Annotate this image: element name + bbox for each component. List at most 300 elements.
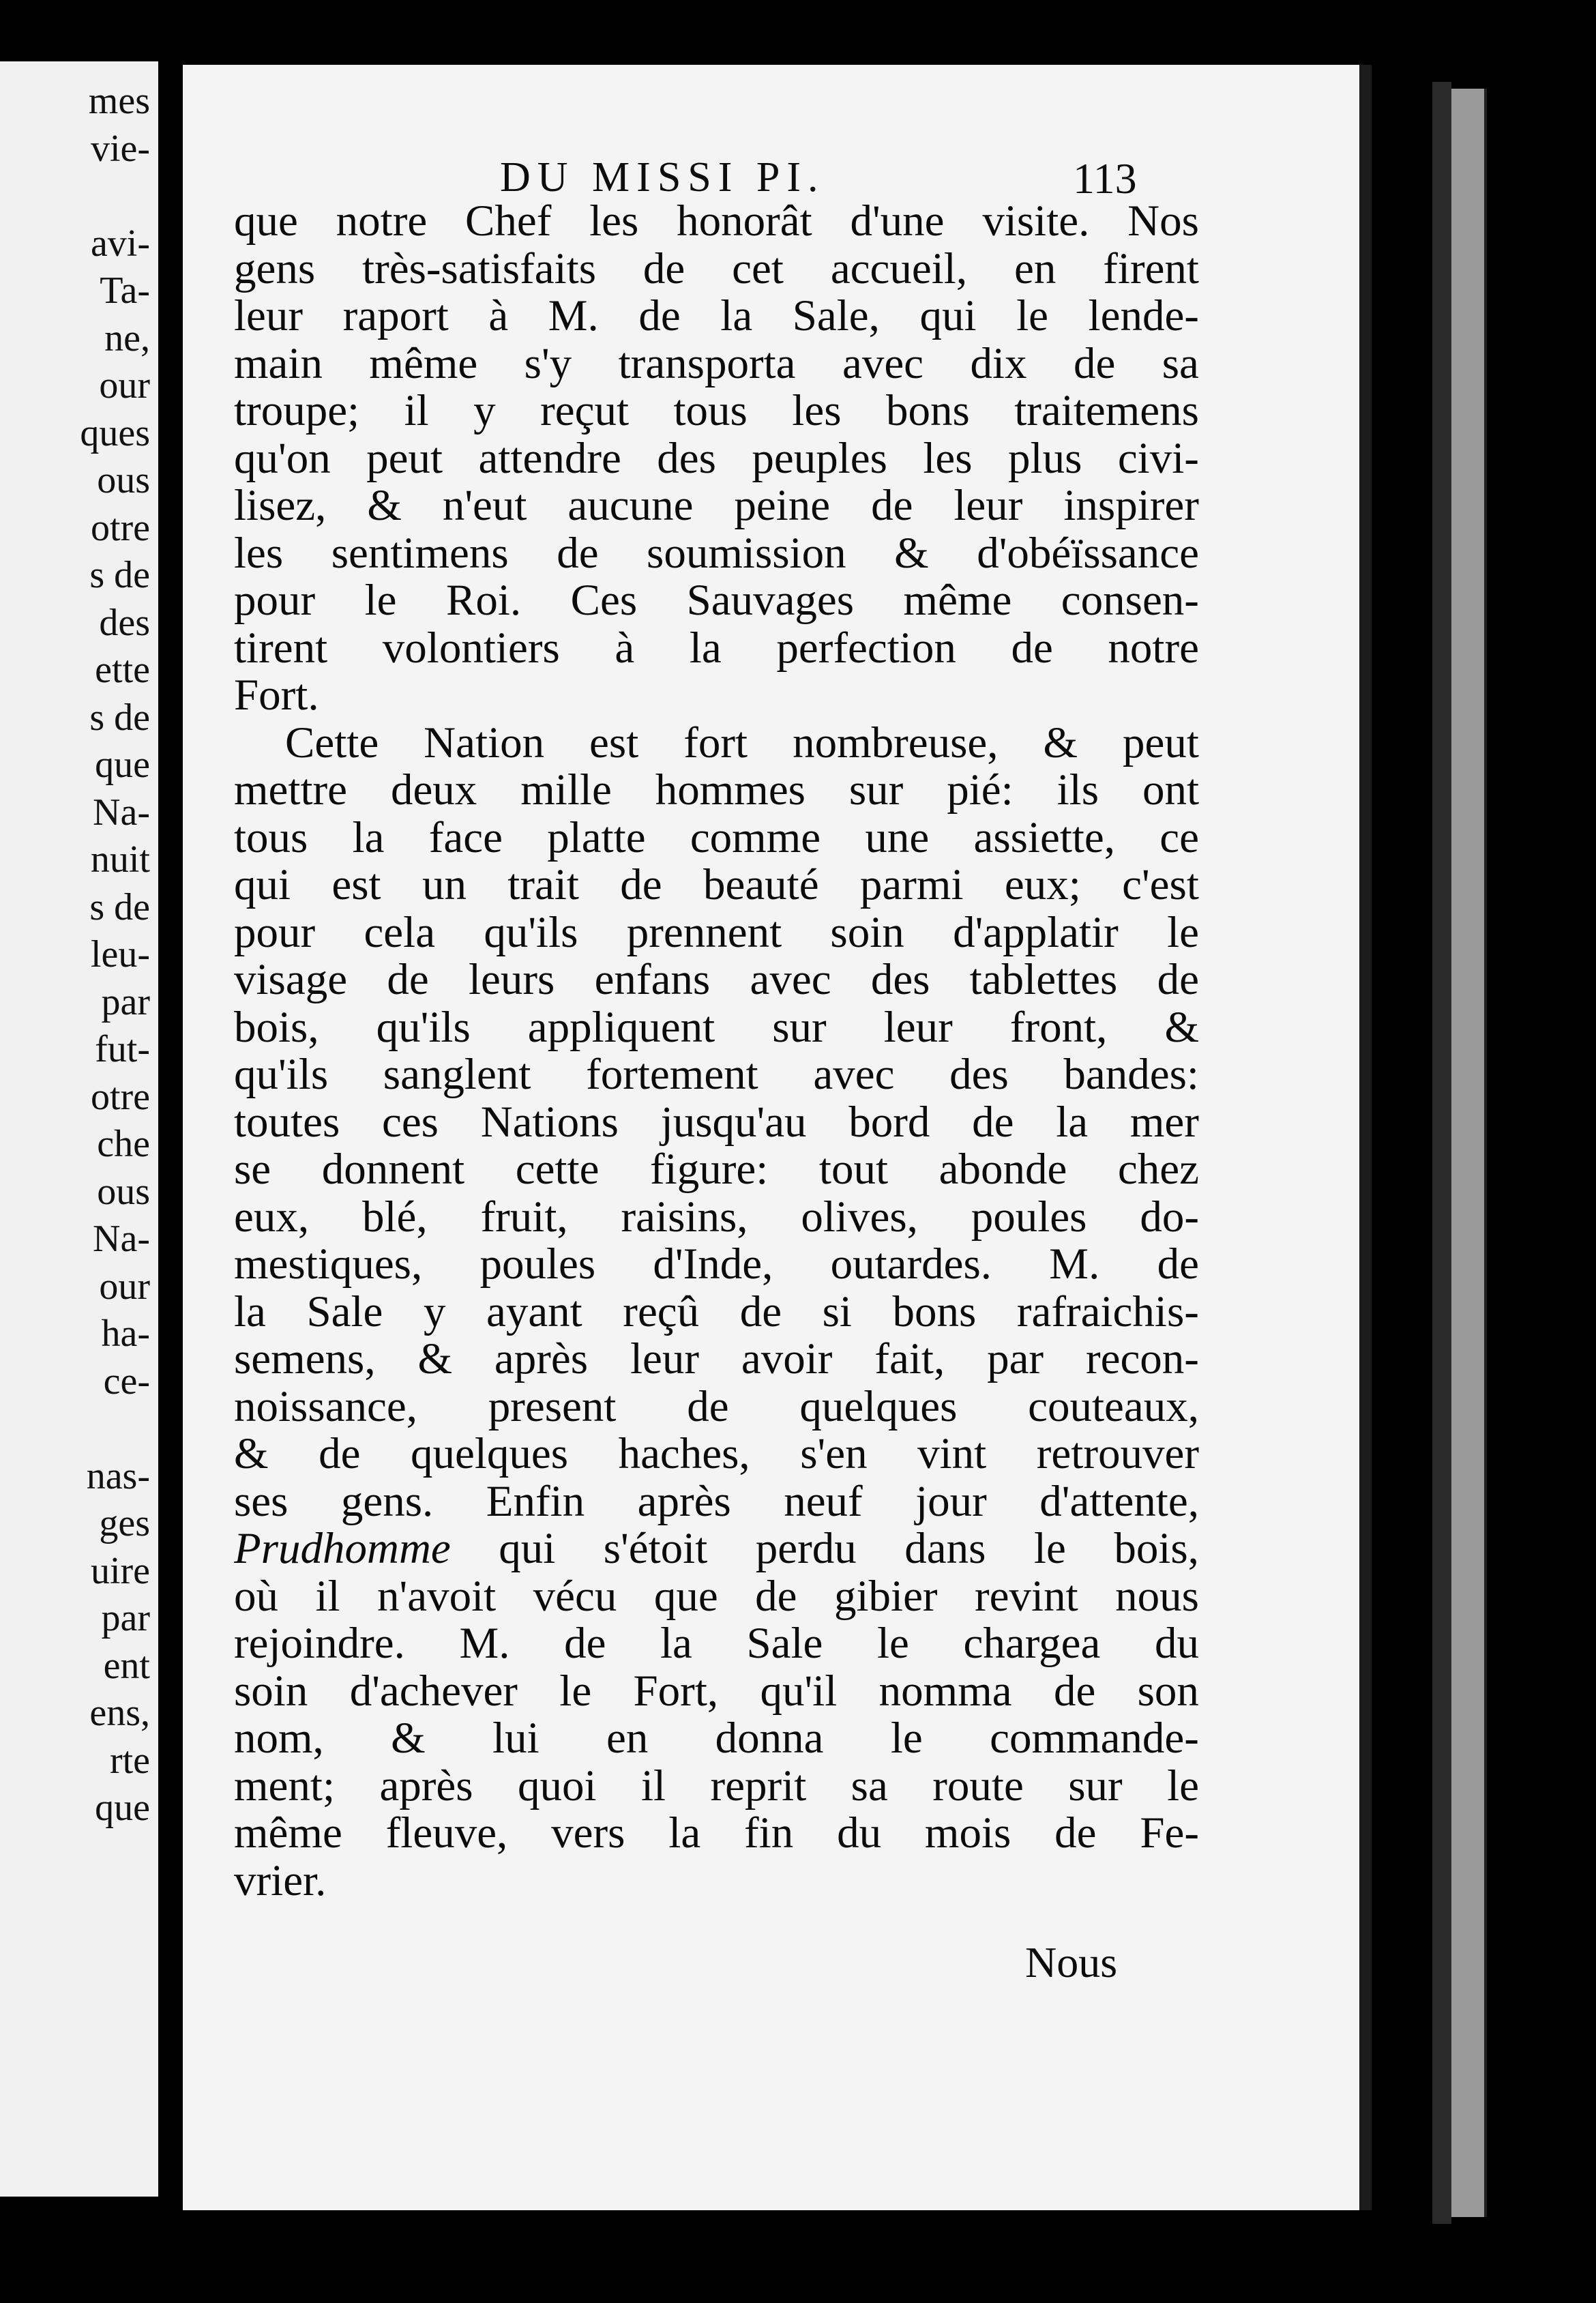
left-page-line: ent [103, 1644, 150, 1687]
word: outardes. [830, 1241, 992, 1289]
word: tous [234, 814, 308, 862]
word: attendre [478, 435, 621, 482]
left-page-line: s de [89, 554, 150, 596]
word: & [391, 1715, 426, 1763]
word: les [923, 435, 973, 482]
word: beauté [703, 862, 819, 909]
word: poules [971, 1193, 1087, 1241]
word: trait [507, 862, 579, 909]
word: pour [234, 909, 316, 956]
body-text [234, 198, 1199, 1905]
page-number: 113 [1073, 154, 1137, 203]
word: retrouver [1036, 1431, 1199, 1478]
word: Fort, [633, 1667, 719, 1715]
word: Chef [464, 198, 552, 246]
word: & [234, 1431, 269, 1478]
word: de [1157, 1241, 1199, 1289]
word: de [972, 1098, 1014, 1146]
word: recon- [1085, 1336, 1199, 1383]
word: soin [830, 909, 904, 956]
text-line [234, 1241, 1199, 1289]
word: nomma [878, 1667, 1012, 1715]
word: bois, [234, 1003, 319, 1051]
word: des [870, 956, 930, 1004]
word: ayant [486, 1288, 582, 1336]
word: très-satisfaits [362, 245, 597, 293]
word: perdu [755, 1525, 857, 1573]
word: les [234, 529, 284, 577]
word: Roi. [445, 577, 522, 625]
word: troupe; [234, 387, 360, 435]
word: ce [1159, 814, 1199, 862]
text-line [234, 1810, 1199, 1858]
word: Fe- [1140, 1810, 1199, 1858]
word: une [865, 814, 930, 862]
word: quelques [799, 1383, 958, 1431]
text-line: Fort. [234, 672, 319, 720]
word: mettre [234, 767, 348, 815]
left-page-line: ques [80, 411, 150, 454]
word: de [1054, 1810, 1097, 1858]
word: comme [690, 814, 821, 862]
text-line [234, 1289, 1199, 1336]
word: cela [364, 909, 436, 956]
word: honorât [677, 198, 812, 246]
word: olives, [801, 1193, 918, 1241]
word: quoi [518, 1762, 597, 1810]
text-line [234, 246, 1199, 293]
word: & [1043, 719, 1078, 767]
word: leurs [468, 956, 555, 1004]
word: est [589, 719, 639, 767]
word: accueil, [830, 245, 968, 293]
word: present [488, 1383, 617, 1431]
word: la [720, 293, 753, 340]
word: jusqu'au [660, 1098, 807, 1146]
text-line [234, 1525, 1199, 1573]
left-page-line: Na- [93, 791, 150, 834]
word: noissance, [234, 1383, 417, 1431]
word: Ces [570, 577, 638, 625]
word: prennent [626, 909, 782, 956]
word: Nation [424, 719, 545, 767]
word: enfans [594, 956, 711, 1004]
left-page-line: Na- [93, 1218, 150, 1260]
word: mois [924, 1810, 1011, 1858]
word: qu'ils [234, 1051, 329, 1099]
word: de [620, 862, 662, 909]
word: son [1137, 1667, 1199, 1715]
left-page-line: rte [109, 1739, 150, 1782]
word: notre [1108, 624, 1199, 672]
word: peine [734, 482, 831, 530]
left-facing-page [0, 61, 165, 2197]
word: avec [813, 1051, 895, 1099]
word: fin [744, 1810, 794, 1858]
left-page-line: ha- [101, 1312, 150, 1355]
left-page-line: ous [97, 1170, 150, 1213]
word: c'est [1122, 862, 1199, 909]
word: main [234, 340, 323, 387]
word: y [423, 1288, 446, 1336]
word: revint [975, 1572, 1078, 1620]
word: poules [479, 1241, 596, 1289]
word: bons [892, 1288, 977, 1336]
word: il [315, 1572, 340, 1620]
word: de [642, 245, 685, 293]
word: d'obéïssance [977, 529, 1199, 577]
word: nombreuse, [793, 719, 999, 767]
word: sa [851, 1762, 888, 1810]
word: leur [954, 482, 1023, 530]
word: gens. [340, 1478, 434, 1525]
text-line [234, 530, 1199, 578]
text-line [234, 862, 1199, 909]
word: figure: [650, 1146, 769, 1194]
word: nom, [234, 1715, 324, 1763]
word: même [903, 577, 1012, 625]
word: le [364, 577, 397, 625]
word: d'une [850, 198, 945, 246]
text-line [234, 767, 1199, 815]
text-line [234, 1194, 1199, 1242]
word: qui [499, 1525, 556, 1573]
word: vers [551, 1810, 625, 1858]
word: consen- [1061, 577, 1199, 625]
text-line [234, 625, 1199, 673]
word: tout [818, 1146, 889, 1194]
word: ils [1056, 767, 1099, 815]
word: cette [515, 1146, 600, 1194]
word: mer [1129, 1098, 1199, 1146]
text-line [234, 387, 1199, 435]
word: par [987, 1336, 1044, 1383]
text-line [234, 293, 1199, 340]
word: la [1056, 1098, 1089, 1146]
left-page-line: ens, [89, 1692, 150, 1734]
word: fortement [586, 1051, 758, 1099]
word: rafraichis- [1016, 1288, 1199, 1336]
word: face [428, 814, 503, 862]
word: Sale [306, 1288, 383, 1336]
word: mille [520, 767, 612, 815]
left-page-line: nuit [90, 838, 150, 881]
word: de [638, 293, 681, 340]
word: de [755, 1572, 797, 1620]
word: traitemens [1014, 387, 1199, 435]
word: tablettes [969, 956, 1118, 1004]
word: la [668, 1810, 701, 1858]
text-line [234, 577, 1199, 625]
word: fruit, [480, 1193, 568, 1241]
word: soin [234, 1667, 308, 1715]
text-line [234, 909, 1199, 957]
word: peut [1123, 719, 1199, 767]
left-page-line: ges [99, 1502, 150, 1544]
word: à [615, 624, 635, 672]
word: s'en [800, 1431, 868, 1478]
word: de [1157, 956, 1199, 1004]
left-page-line: ette [95, 649, 150, 691]
left-page-line: Ta- [100, 269, 150, 312]
word: lisez, [234, 482, 327, 530]
word: qui [919, 293, 977, 340]
word: bons [885, 387, 970, 435]
word: route [932, 1762, 1024, 1810]
word: M. [548, 293, 599, 340]
word: sanglent [383, 1051, 531, 1099]
word: du [837, 1810, 882, 1858]
word: après [494, 1336, 589, 1383]
word: de [871, 482, 913, 530]
word: de [557, 529, 599, 577]
word: le [877, 1620, 909, 1668]
left-page-line: nas- [86, 1454, 150, 1497]
word: neuf [784, 1478, 863, 1525]
word: ces [381, 1098, 439, 1146]
text-line [234, 1431, 1199, 1478]
left-page-line: fut- [95, 1028, 150, 1070]
word: plus [1008, 435, 1082, 482]
left-page-line: ne, [104, 317, 150, 360]
word: sur [1068, 1762, 1123, 1810]
word: se [234, 1146, 271, 1194]
word: avec [750, 956, 831, 1004]
word: les [792, 387, 842, 435]
text-line [234, 720, 1199, 767]
word: Sale [746, 1620, 823, 1668]
word: civi- [1117, 435, 1199, 482]
word: deux [390, 767, 477, 815]
word: en [606, 1715, 649, 1763]
word: sur [848, 767, 904, 815]
word: do- [1140, 1193, 1199, 1241]
word: la [660, 1620, 692, 1668]
word: avoir [741, 1336, 833, 1383]
word: d'applatir [953, 909, 1119, 956]
word: pour [234, 577, 316, 625]
left-page-line: uire [90, 1549, 150, 1592]
word: d'Inde, [653, 1241, 773, 1289]
left-page-line: que [95, 1787, 150, 1829]
word: semens, [234, 1336, 376, 1383]
word: pié: [947, 767, 1014, 815]
word: tous [673, 387, 748, 435]
word: tirent [234, 624, 328, 672]
word: parmi [859, 862, 964, 909]
word: qu'ils [376, 1003, 471, 1051]
word: ment; [234, 1762, 336, 1810]
word: s'étoit [603, 1525, 708, 1573]
word: firent [1103, 245, 1199, 293]
left-page-line: otre [90, 506, 150, 549]
text-line [234, 482, 1199, 530]
word: Enfin [486, 1478, 585, 1525]
page-edge-light [1451, 89, 1484, 2217]
catchword: Nous [1025, 1938, 1118, 1986]
word: reçut [540, 387, 630, 435]
text-line [234, 1620, 1199, 1668]
word: sur [772, 1003, 827, 1051]
word: un [422, 862, 467, 909]
word: volontiers [382, 624, 560, 672]
word: est [331, 862, 381, 909]
word: y [473, 387, 496, 435]
word: la [234, 1288, 266, 1336]
word: avec [842, 340, 924, 387]
word: & [1164, 1003, 1199, 1051]
left-page-line: s de [89, 696, 150, 739]
text-line [234, 956, 1199, 1004]
word: il [640, 1762, 666, 1810]
word: de [387, 956, 429, 1004]
word: blé, [361, 1193, 428, 1241]
left-page-line: che [97, 1123, 150, 1165]
book-page [183, 65, 1359, 2210]
word: la [352, 814, 385, 862]
text-line [234, 435, 1199, 483]
word: d'attente, [1039, 1478, 1199, 1525]
word: de [564, 1620, 606, 1668]
left-page-line: leu- [90, 933, 150, 976]
word: assiette, [973, 814, 1116, 862]
word: aucune [567, 482, 694, 530]
word: lende- [1088, 293, 1199, 340]
left-page-line: par [101, 980, 150, 1023]
word: raisins, [621, 1193, 748, 1241]
word: perfection [776, 624, 956, 672]
word: M. [1049, 1241, 1100, 1289]
left-page-line: mes [88, 80, 150, 122]
text-line [234, 1763, 1199, 1810]
left-page-line: avi- [90, 222, 150, 265]
word: si [822, 1288, 852, 1336]
word: après [637, 1478, 731, 1525]
word: Sauvages [686, 577, 855, 625]
word: Nos [1127, 198, 1199, 246]
word: haches, [618, 1431, 750, 1478]
word: le [890, 1715, 923, 1763]
word: fait, [874, 1336, 945, 1383]
word: qui [234, 862, 291, 909]
word: toutes [234, 1098, 340, 1146]
page-edge-dark [1432, 82, 1451, 2224]
word: de [1053, 1667, 1096, 1715]
word: qu'ils [484, 909, 578, 956]
word: les [589, 198, 639, 246]
word: sa [1162, 340, 1199, 387]
word: n'eut [442, 482, 527, 530]
word: de [739, 1288, 782, 1336]
word: il [404, 387, 429, 435]
word: que [234, 198, 298, 246]
word: leur [883, 1003, 953, 1051]
text-line [234, 1668, 1199, 1716]
word: inspirer [1063, 482, 1199, 530]
word: leur [630, 1336, 700, 1383]
text-line [234, 1336, 1199, 1383]
word: cet [732, 245, 784, 293]
word: leur [234, 293, 304, 340]
word: bord [848, 1098, 930, 1146]
running-head: DU MISSI PI. [500, 154, 825, 201]
word: raport [342, 293, 449, 340]
word: de [1011, 624, 1053, 672]
word: de [1073, 340, 1116, 387]
word: même [369, 340, 478, 387]
word: reprit [710, 1762, 807, 1810]
text-line [234, 198, 1199, 246]
word: bandes: [1063, 1051, 1199, 1099]
left-page-line: vie- [90, 127, 150, 170]
text-line [234, 1478, 1199, 1526]
left-page-line: des [99, 601, 150, 644]
word: n'avoit [377, 1572, 497, 1620]
word: gens [234, 245, 316, 293]
italic-name: Prudhomme [234, 1525, 451, 1573]
text-line [234, 1146, 1199, 1194]
word: en [1014, 245, 1056, 293]
text-line [234, 815, 1199, 862]
text-line [234, 1383, 1199, 1431]
word: ont [1142, 767, 1199, 815]
word: de [687, 1383, 729, 1431]
word: donna [715, 1715, 824, 1763]
word: mestiques, [234, 1241, 423, 1289]
left-page-line: ous [97, 459, 150, 501]
word: & [367, 482, 402, 530]
word: du [1154, 1620, 1199, 1668]
word: le [559, 1667, 592, 1715]
left-page-line: otre [90, 1075, 150, 1118]
text-line [234, 1004, 1199, 1052]
word: le [1016, 293, 1048, 340]
word: commande- [990, 1715, 1199, 1763]
word: qu'il [760, 1667, 838, 1715]
word: où [234, 1572, 278, 1620]
word: eux, [234, 1193, 310, 1241]
word: couteaux, [1028, 1383, 1199, 1431]
word: à [488, 293, 509, 340]
word: des [949, 1051, 1009, 1099]
word: fort [683, 719, 748, 767]
word: même [234, 1810, 342, 1858]
word: le [1033, 1525, 1066, 1573]
word: d'achever [349, 1667, 518, 1715]
word: chez [1117, 1146, 1199, 1194]
left-page-line: our [99, 1265, 150, 1308]
left-page-line: par [101, 1597, 150, 1639]
text-line [234, 340, 1199, 388]
page-edge-line [1484, 89, 1487, 2217]
word: Nations [480, 1098, 619, 1146]
word: visite. [982, 198, 1090, 246]
word: jour [915, 1478, 987, 1525]
word: que [653, 1572, 718, 1620]
word: rejoindre. [234, 1620, 405, 1668]
text-line [234, 1051, 1199, 1099]
word: bois, [1114, 1525, 1199, 1573]
word: qu'on [234, 435, 331, 482]
word: quelques [410, 1431, 569, 1478]
word: transporta [618, 340, 796, 387]
word: visage [234, 956, 348, 1004]
word: abonde [939, 1146, 1067, 1194]
word: & [894, 529, 929, 577]
left-page-line: s de [89, 885, 150, 928]
word: sentimens [331, 529, 509, 577]
word: le [1167, 1762, 1199, 1810]
